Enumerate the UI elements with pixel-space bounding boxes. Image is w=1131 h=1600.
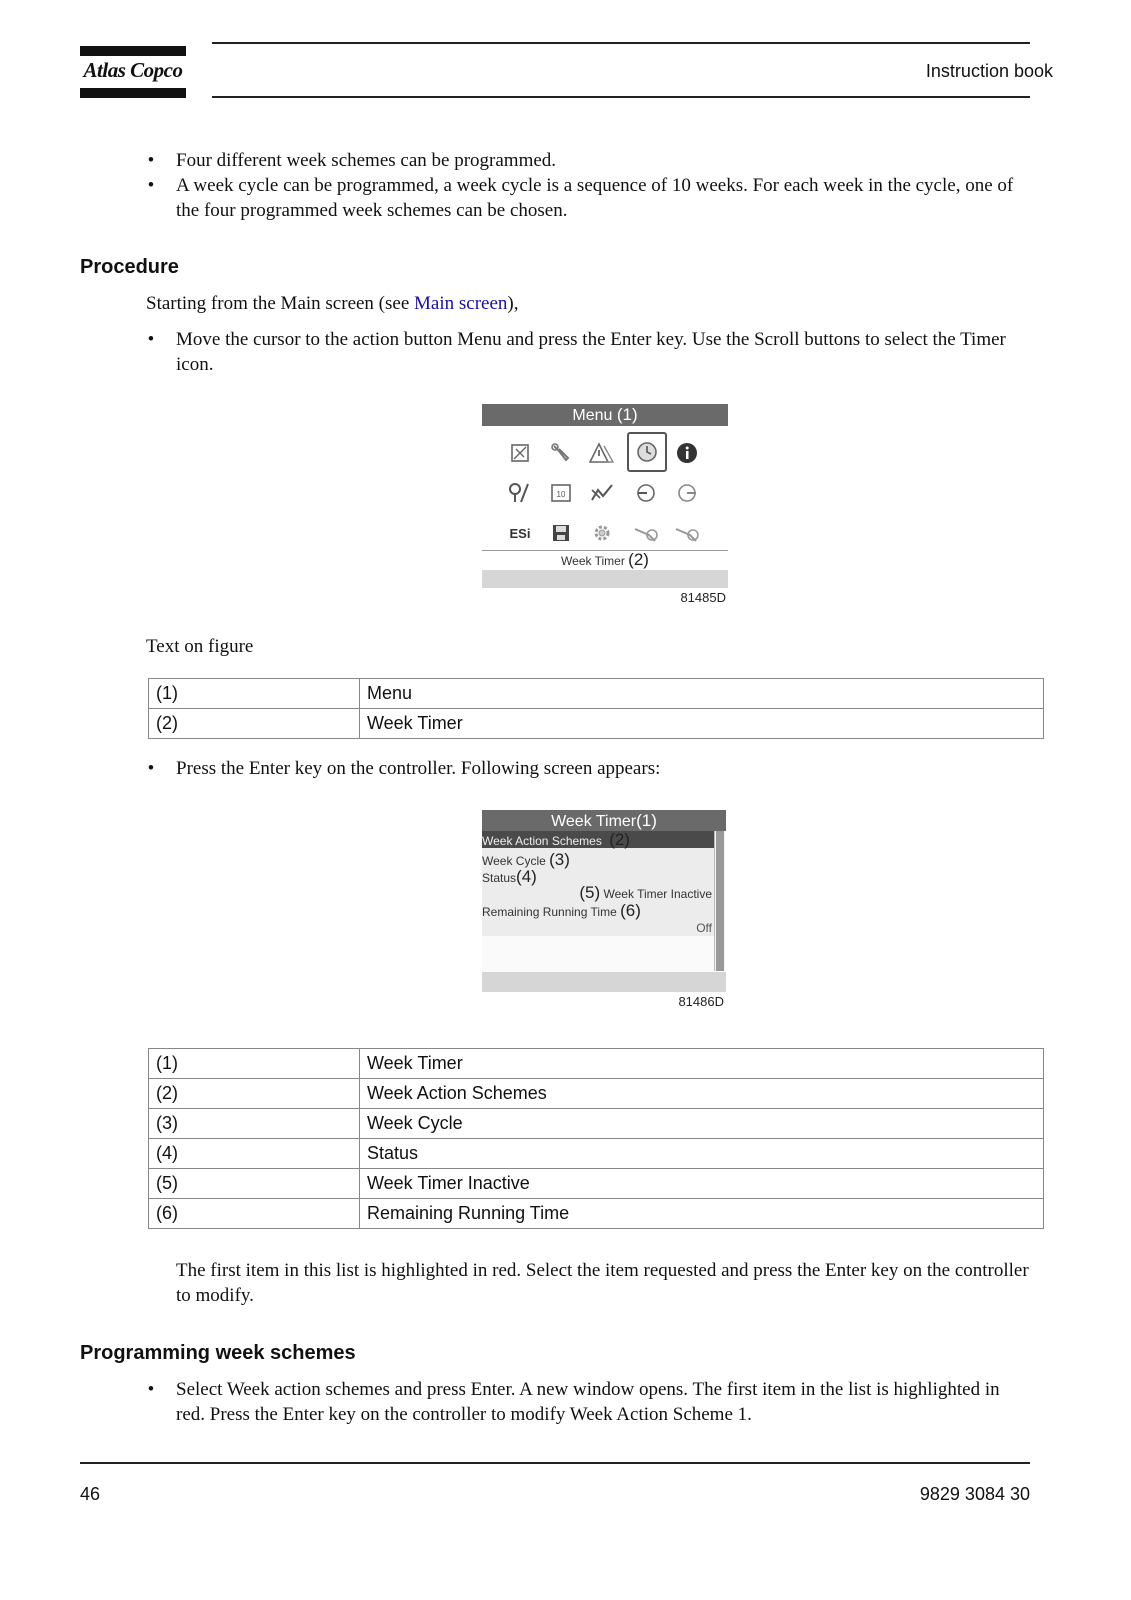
intro-bullet-list [146,148,1030,223]
callout-2: (2) [628,550,649,569]
status-value-text: Week Timer Inactive [603,887,712,901]
callout-6: (6) [620,901,641,920]
table-cell-number: (3) [149,1109,360,1139]
esi-icon [501,516,539,550]
list-item [146,327,1030,377]
settings-icon [583,516,621,550]
callout-5: (5) [579,883,601,902]
table-cell-label: Status [360,1139,1044,1169]
start-prefix: Starting from the Main screen (see [146,293,415,314]
step2-bullet-list [146,756,1030,781]
bullet-icon: • [147,175,155,196]
table-cell-label: Menu [360,679,1044,709]
logo-wordmark: Atlas Copco [83,58,183,82]
graph-icon [583,476,621,510]
sensor-icon [501,476,539,510]
figure2-legend-table [148,1048,1044,1229]
table-row [149,1139,1044,1169]
logo-bar-bottom [80,88,186,98]
table-cell-number: (1) [149,679,360,709]
document-number: 9829 3084 30 [919,1484,1030,1504]
list-item-label: Remaining Running Time [482,905,617,919]
table-row [149,1049,1044,1079]
week-timer-status-bar [482,972,726,992]
list-item-label: Status [482,871,517,885]
callout-1: (1) [636,811,657,830]
bullet-icon: • [147,329,155,350]
after-table-paragraph: The first item in this list is highlighted in red. Select the item requested and press the Enter key on the controller to modify. [176,1260,1029,1306]
list-item-week-action-schemes [482,831,714,848]
week-timer-blank-area [482,936,714,972]
programming-heading: Programming week schemes [80,1342,356,1364]
table-cell-number: (1) [149,1049,360,1079]
start-suffix: ), [507,293,519,314]
table-cell-number: (2) [149,709,360,739]
bullet-icon: • [147,150,155,171]
table-row [149,1199,1044,1229]
main-screen-link[interactable]: Main screen [414,293,508,314]
table-cell-number: (6) [149,1199,360,1229]
week-timer-screen-figure [482,810,726,1010]
list-item-status [482,867,537,887]
header-rule-bottom [212,96,1030,98]
list-item-remaining-running-time [482,901,641,921]
table-cell-number: (4) [149,1139,360,1169]
header-rule-top [212,42,1030,44]
brand-logo [80,46,186,100]
procedure-start-text [146,291,519,316]
table-row [149,1169,1044,1199]
status-value [579,883,712,903]
svg-text:10: 10 [556,490,566,499]
esi-label: ESi [509,525,531,541]
bullet-text: Move the cursor to the action button Menu and press the Enter key. Use the Scroll buttons to select the Timer icon. [176,329,1006,375]
menu-title: Menu [572,407,613,424]
menu-screen-title-bar [482,404,728,426]
table-row [149,679,1044,709]
wrench-icon [542,436,580,470]
list-item [146,1377,1030,1427]
table-cell-label: Week Action Schemes [360,1079,1044,1109]
scrollbar [714,831,725,971]
menu-screen-status-bar [482,570,728,588]
week-timer-list [482,831,714,936]
programming-bullet-list [146,1377,1030,1427]
bullet-text: A week cycle can be programmed, a week cycle is a sequence of 10 weeks. For each week in the cycle, one of the four programmed week schemes can be chosen. [176,175,1014,221]
info-icon [668,436,706,470]
callout-2: (2) [609,830,630,849]
stop-icon [668,476,706,510]
text-on-figure-label: Text on figure [146,636,254,657]
figure-id: 81486D [678,994,724,1009]
menu-screen-footer-label [482,550,728,570]
procedure-bullet-list [146,327,1030,377]
menu-screen-figure [482,404,728,604]
week-timer-title: Week Timer [551,813,637,830]
figure-id: 81485D [680,590,726,605]
table-cell-label: Week Timer [360,1049,1044,1079]
bullet-icon: • [147,1379,155,1400]
table-cell-label: Week Timer [360,709,1044,739]
list-item-label: Week Action Schemes [482,834,602,848]
table-row [149,1109,1044,1139]
scrollbar-thumb [716,831,724,971]
timer-icon [627,432,667,472]
bullet-text: Four different week schemes can be programmed. [176,150,557,171]
table-cell-label: Week Cycle [360,1109,1044,1139]
table-row [149,709,1044,739]
table-row [149,1079,1044,1109]
week-timer-title-bar [482,810,726,831]
counter-icon [542,476,580,510]
table-cell-number: (2) [149,1079,360,1109]
remaining-running-time-value: Off [696,921,712,935]
header-title: Instruction book [925,61,1053,81]
table-cell-number: (5) [149,1169,360,1199]
bullet-text: Select Week action schemes and press Enter. A new window opens. The first item in the list is highlighted in red. Press the Enter key on the controller to modify Week Action Scheme 1. [176,1379,1000,1425]
start-icon [627,476,665,510]
page-number: 46 [80,1484,101,1504]
chart-icon [501,436,539,470]
service-icon [627,516,665,550]
list-item [146,148,1030,173]
warning-icon [583,436,621,470]
list-item [146,756,1030,781]
table-cell-label: Remaining Running Time [360,1199,1044,1229]
bullet-text: Press the Enter key on the controller. Following screen appears: [176,758,661,779]
table-cell-label: Week Timer Inactive [360,1169,1044,1199]
list-item [146,173,1030,223]
week-timer-label: Week Timer [561,554,625,568]
list-item-label: Week Cycle [482,854,546,868]
procedure-heading: Procedure [80,256,179,278]
bullet-icon: • [147,758,155,779]
service-plan-icon [668,516,706,550]
footer-rule [80,1462,1030,1464]
logo-bar-top [80,46,186,56]
callout-1: (1) [616,405,638,424]
save-icon [542,516,580,550]
callout-4: (4) [516,867,537,886]
callout-3: (3) [549,850,570,869]
figure1-legend-table [148,678,1044,739]
